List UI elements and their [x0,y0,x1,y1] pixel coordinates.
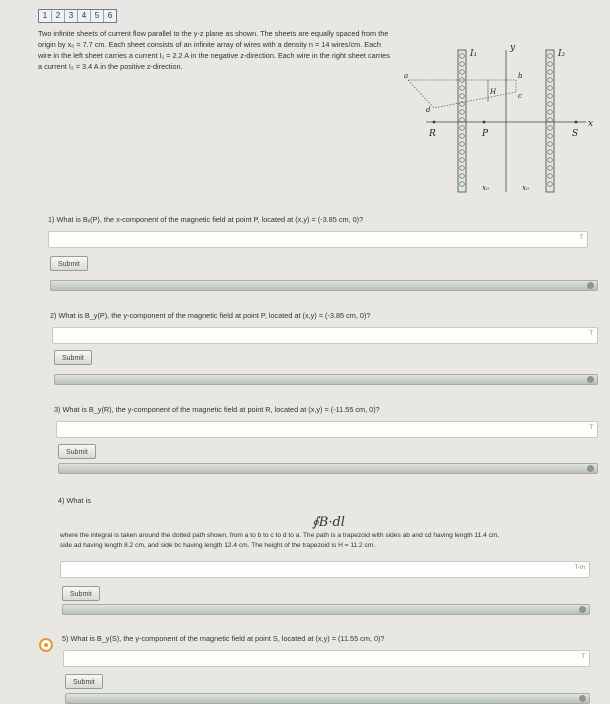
question-4-description-line-2: side ad having length 8.2 cm, and side bc having length 12.4 cm. The height of the trapezoid is H = 11.2 cm. [60,542,376,549]
label-r: R [429,129,436,139]
right-current-sheet [546,50,554,192]
point-p [483,121,486,124]
question-2-feedback-bar [54,374,598,385]
question-1-answer-input[interactable] [48,231,588,248]
label-i2: I₂ [558,49,566,59]
line-integral-expression: ∮B·dl [312,515,345,530]
label-y: y [510,43,516,53]
question-2-unit: T [589,331,593,337]
problem-statement: Two infinite sheets of current flow parallel to the y-z plane as shown. The sheets are equally spaced from the origin by x₀ = 7.7 cm. Each sheet consists of an infinite array of wires with a density n = 14 wires/cm. Each wire in the left sheet carries a current I₁ = 2.2 A in the negative z-direction. Each wire in the right sheet carries a current I₂ = 3.4 A in the positive z-direction. [38,29,390,71]
question-2-text: 2) What is B_y(P), the y-component of the magnetic field at point P, located at (x,y) = (-3.85 cm, 0)? [50,311,371,320]
question-3-answer-input[interactable] [56,421,598,438]
tab-5[interactable]: 5 [91,10,104,22]
label-i1: I₁ [470,49,478,59]
question-tabs [38,9,117,23]
question-2-answer-input[interactable] [52,327,598,344]
tab-3[interactable]: 3 [65,10,78,22]
tab-6[interactable]: 6 [107,11,113,20]
question-3-text: 3) What is B_y(R), the y-component of the magnetic field at point R, located at (x,y) = (-11.55 cm, 0)? [54,405,380,414]
question-5-unit: T [581,654,585,660]
question-3-feedback-bar [58,463,598,474]
point-r [433,121,436,124]
question-4-submit-button[interactable]: Submit [62,586,100,601]
label-h: H [490,88,497,96]
tab-1[interactable]: 1 [39,10,52,22]
question-1-unit: T [579,235,583,241]
question-4-feedback-bar [62,604,590,615]
question-5-status-icon [579,695,586,702]
question-5-indicator-icon [39,638,53,652]
question-4-text: 4) What is [58,496,91,505]
question-5-submit-button[interactable]: Submit [65,674,103,689]
question-5-text: 5) What is B_y(S), the y-component of the magnetic field at point S, located at (x,y) = (11.55 cm, 0)? [62,634,385,643]
question-2-submit-button[interactable]: Submit [54,350,92,365]
question-3-unit: T [589,425,593,431]
question-2-status-icon [587,376,594,383]
current-sheets-diagram [398,40,600,200]
question-4-status-icon [579,606,586,613]
label-x0-left: x₀ [482,184,489,192]
label-x0-right: x₀ [522,184,529,192]
label-d: d [426,106,431,114]
label-p: P [482,129,489,139]
question-5-answer-input[interactable] [63,650,590,667]
label-c: c [518,92,522,100]
tab-4[interactable]: 4 [78,10,91,22]
label-a: a [404,72,409,80]
label-x: x [588,119,594,129]
question-1-submit-button[interactable]: Submit [50,256,88,271]
point-s [575,121,578,124]
question-1-text: 1) What is Bₓ(P), the x-component of the magnetic field at point P, located at (x,y) = (-3.85 cm, 0)? [48,215,364,224]
question-4-description-line-1: where the integral is taken around the dotted path shown, from a to b to c to d to a. The path is a trapezoid with sides ab and cd having length 11.4 cm, [60,532,500,539]
question-4-unit: T-m [574,565,585,571]
tab-2[interactable]: 2 [52,10,65,22]
question-3-submit-button[interactable]: Submit [58,444,96,459]
label-b: b [518,72,523,80]
question-1-feedback-bar [50,280,598,291]
question-5-feedback-bar [65,693,590,704]
left-current-sheet [458,50,466,192]
label-s: S [572,129,579,139]
question-1-status-icon [587,282,594,289]
question-4-answer-input[interactable] [60,561,590,578]
question-3-status-icon [587,465,594,472]
